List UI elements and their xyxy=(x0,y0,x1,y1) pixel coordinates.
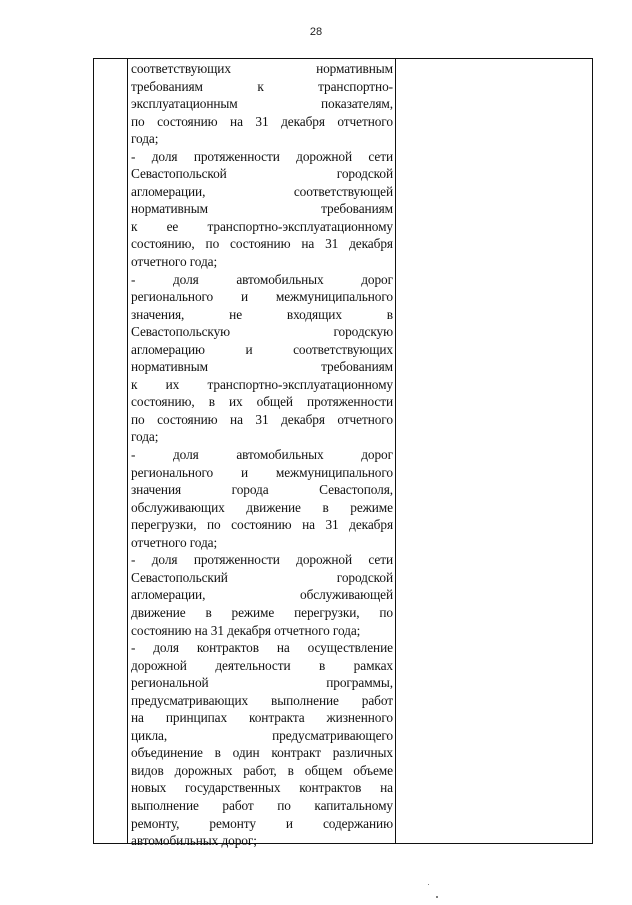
text-line: года; xyxy=(131,429,159,445)
word: состоянию xyxy=(157,411,218,427)
word: нормативным xyxy=(131,201,208,217)
word: нормативным xyxy=(131,359,208,375)
word: не xyxy=(229,306,243,322)
text-line xyxy=(131,235,393,253)
word: дорожной xyxy=(296,148,353,164)
word: города xyxy=(231,482,269,498)
word: программы, xyxy=(326,675,393,691)
word: различных xyxy=(332,745,393,761)
word: государственных xyxy=(185,780,281,796)
word: и xyxy=(285,815,293,831)
word: доля xyxy=(151,148,178,164)
word: дорожной xyxy=(296,552,353,568)
text-line xyxy=(131,657,393,675)
word: предусматривающего xyxy=(272,727,393,743)
word: значения, xyxy=(131,306,185,322)
word: к xyxy=(257,78,264,94)
text-line xyxy=(131,779,393,797)
word: требованиям xyxy=(321,201,393,217)
word: по xyxy=(379,604,393,620)
word: Севастопольский xyxy=(131,569,228,585)
word: транспортно- xyxy=(318,78,393,94)
word: контракт xyxy=(271,745,321,761)
text-line xyxy=(131,78,393,96)
word: нормативным xyxy=(316,61,393,76)
word: Севастополя, xyxy=(319,482,393,498)
word: эксплуатационным xyxy=(131,96,238,112)
text-line: отчетного года; xyxy=(131,254,218,270)
word: в xyxy=(287,762,294,778)
word: движение xyxy=(131,604,186,620)
word: их xyxy=(165,376,180,392)
word: контрактов xyxy=(299,780,362,796)
word: ее xyxy=(166,218,179,234)
word: автомобильных xyxy=(236,447,324,463)
word: регионального xyxy=(131,464,214,480)
word: объединение xyxy=(131,745,203,761)
word: региональной xyxy=(131,675,209,691)
word: предусматривающих xyxy=(131,692,249,708)
word: показателям, xyxy=(321,96,393,112)
word: один xyxy=(232,745,260,761)
text-line: состоянию на 31 декабря отчетного года; xyxy=(131,622,361,638)
word: 31 xyxy=(325,236,339,252)
word: соответствующих xyxy=(131,61,231,76)
scan-speck xyxy=(436,896,438,898)
word: обслуживающих xyxy=(131,499,225,515)
word: видов xyxy=(131,762,164,778)
text-line xyxy=(131,218,393,236)
word: по xyxy=(131,113,145,129)
word: отчетного xyxy=(337,411,393,427)
text-line xyxy=(131,95,393,113)
text-line xyxy=(131,674,393,692)
word: - xyxy=(131,552,136,568)
word: по xyxy=(205,236,220,252)
text-line xyxy=(131,393,393,411)
text-line xyxy=(131,499,393,517)
word: 31 xyxy=(325,517,339,533)
word: входящих xyxy=(286,306,342,322)
text-line xyxy=(131,323,393,341)
word: в xyxy=(386,306,393,322)
word: 31 xyxy=(255,113,269,129)
word: выполнение xyxy=(131,797,199,813)
text-line xyxy=(131,148,393,166)
text-line xyxy=(131,358,393,376)
word: соответствующих xyxy=(293,341,393,357)
text-line xyxy=(131,551,393,569)
word: дорожных xyxy=(174,762,233,778)
word: автомобильных xyxy=(236,271,324,287)
word: дорожной xyxy=(131,657,187,673)
word: в xyxy=(322,499,329,515)
scan-speck xyxy=(428,884,429,885)
table-main-column xyxy=(128,59,396,849)
page-number: 28 xyxy=(309,26,323,38)
word: деятельности xyxy=(215,657,291,673)
word: состоянию, xyxy=(131,394,195,410)
text-line xyxy=(131,762,393,780)
text-line xyxy=(131,200,393,218)
word: на xyxy=(230,411,243,427)
word: городской xyxy=(336,569,393,585)
word: осуществление xyxy=(307,640,393,656)
word: общем xyxy=(304,762,343,778)
word: состоянию xyxy=(231,517,292,533)
word: сети xyxy=(368,148,393,164)
text-line xyxy=(131,60,393,78)
word: городской xyxy=(336,166,393,182)
text-line xyxy=(131,113,393,131)
word: общей xyxy=(256,394,293,410)
word: капитальному xyxy=(314,797,393,813)
text-line xyxy=(131,341,393,359)
word: работ xyxy=(222,797,254,813)
text-line xyxy=(131,692,393,710)
text-line: года; xyxy=(131,131,159,147)
word: Севастопольскую xyxy=(131,324,231,340)
word: агломерации, xyxy=(131,183,206,199)
word: агломерации, xyxy=(131,587,206,603)
text-line xyxy=(131,481,393,499)
text-line xyxy=(131,165,393,183)
word: состоянию, xyxy=(131,236,195,252)
word: выполнение xyxy=(271,692,339,708)
word: режиме xyxy=(350,499,393,515)
word: новых xyxy=(131,780,167,796)
word: регионального xyxy=(131,289,214,305)
word: Севастопольской xyxy=(131,166,227,182)
word: режиме xyxy=(231,604,275,620)
word: агломерацию xyxy=(131,341,205,357)
text-line xyxy=(131,639,393,657)
word: содержанию xyxy=(322,815,393,831)
word: работ, xyxy=(243,762,277,778)
table-right-column xyxy=(396,59,592,843)
word: на xyxy=(380,780,393,796)
word: и xyxy=(240,464,249,480)
word: требованиям xyxy=(131,78,203,94)
word: рамках xyxy=(353,657,393,673)
word: принципах xyxy=(165,710,228,726)
word: контрактов xyxy=(196,640,259,656)
text-line xyxy=(131,306,393,324)
word: доля xyxy=(172,447,199,463)
word: на xyxy=(230,113,243,129)
word: межмуниципального xyxy=(275,289,393,305)
word: соответствующей xyxy=(293,183,393,199)
word: декабря xyxy=(349,517,393,533)
text-line xyxy=(131,797,393,815)
word: в xyxy=(319,657,326,673)
word: по xyxy=(131,411,145,427)
text-line xyxy=(131,727,393,745)
text-line xyxy=(131,586,393,604)
word: сети xyxy=(368,552,393,568)
word: объеме xyxy=(353,762,393,778)
word: ремонту xyxy=(209,815,256,831)
word: требованиям xyxy=(321,359,393,375)
word: дорог xyxy=(361,271,393,287)
word: городскую xyxy=(333,324,393,340)
table-left-column xyxy=(94,59,128,843)
word: дорог xyxy=(361,447,393,463)
word: и xyxy=(245,341,253,357)
text-line xyxy=(131,411,393,429)
word: отчетного xyxy=(337,113,393,129)
word: по xyxy=(206,517,221,533)
indicator-text xyxy=(131,60,393,850)
word: в xyxy=(214,745,221,761)
word: декабря xyxy=(281,113,325,129)
word: на xyxy=(301,236,315,252)
text-line xyxy=(131,376,393,394)
word: и xyxy=(240,289,249,305)
word: их xyxy=(228,394,243,410)
word: - xyxy=(131,640,136,656)
text-line xyxy=(131,744,393,762)
word: перегрузки, xyxy=(294,604,360,620)
text-line xyxy=(131,516,393,534)
text-line xyxy=(131,569,393,587)
word: на xyxy=(131,710,144,726)
text-line xyxy=(131,709,393,727)
word: обслуживающей xyxy=(300,587,393,603)
text-line xyxy=(131,604,393,622)
word: жизненного xyxy=(326,710,393,726)
word: по xyxy=(277,797,291,813)
text-line: отчетного года; xyxy=(131,534,218,550)
word: доля xyxy=(151,552,178,568)
word: протяженности xyxy=(193,552,280,568)
word: на xyxy=(276,640,290,656)
word: ремонту, xyxy=(131,815,180,831)
word: 31 xyxy=(255,411,269,427)
word: цикла, xyxy=(131,727,168,743)
word: - xyxy=(131,148,136,164)
word: перегрузки, xyxy=(131,517,197,533)
word: транспортно-эксплуатационному xyxy=(207,218,393,234)
word: протяженности xyxy=(193,148,280,164)
word: значения xyxy=(131,482,182,498)
text-line xyxy=(131,815,393,833)
word: движение xyxy=(246,499,301,515)
word: декабря xyxy=(281,411,325,427)
word: в xyxy=(208,394,215,410)
text-line: автомобильных дорог; xyxy=(131,833,257,849)
word: на xyxy=(302,517,315,533)
text-line xyxy=(131,446,393,464)
word: - xyxy=(131,447,136,463)
text-line xyxy=(131,464,393,482)
word: контракта xyxy=(249,710,305,726)
text-line xyxy=(131,183,393,201)
word: в xyxy=(205,604,212,620)
word: - xyxy=(131,271,136,287)
word: работ xyxy=(361,692,393,708)
word: протяженности xyxy=(307,394,393,410)
word: состоянию xyxy=(230,236,291,252)
document-table xyxy=(93,58,593,849)
word: доля xyxy=(172,271,199,287)
word: доля xyxy=(153,640,179,656)
word: к xyxy=(131,218,138,234)
word: состоянию xyxy=(157,113,218,129)
word: к xyxy=(131,376,138,392)
text-line xyxy=(131,288,393,306)
word: транспортно-эксплуатационному xyxy=(207,376,393,392)
word: декабря xyxy=(349,236,393,252)
text-line xyxy=(131,271,393,289)
word: межмуниципального xyxy=(275,464,393,480)
